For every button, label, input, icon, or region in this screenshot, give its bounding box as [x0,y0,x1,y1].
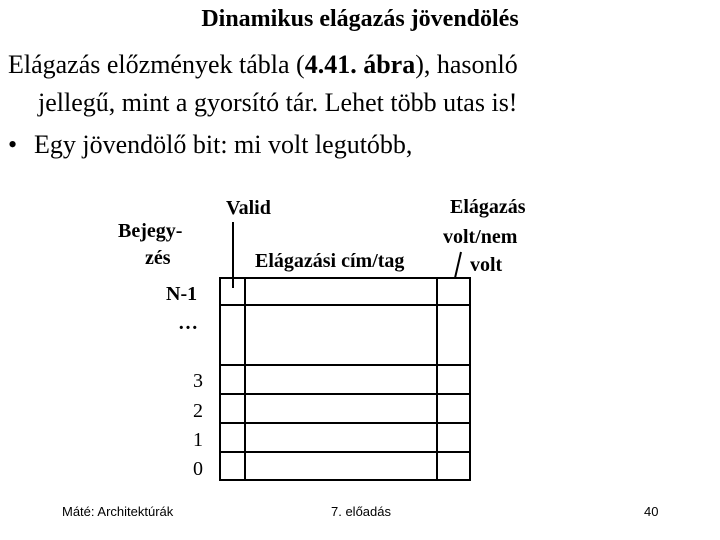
row-label-1: 1 [193,429,203,451]
entry-label-line1: Bejegy- [118,220,183,242]
page-number: 40 [644,504,659,519]
row-label-n-1: N-1 [166,283,198,305]
bit-pointer-arrow [455,252,461,278]
taken-label-line3: volt [470,254,503,276]
taken-label-line2: volt/nem [443,226,518,248]
footer-author: Máté: Architektúrák [62,504,174,519]
table-outline [220,278,470,480]
taken-label-line1: Elágazás [450,196,526,218]
address-tag-label: Elágazási cím/tag [255,250,405,272]
text-line-1-pre: Elágazás előzmények tábla ( [8,50,305,79]
entry-label-line2: zés [145,247,171,269]
bullet-text: Egy jövendölő bit: mi volt legutóbb, [34,130,413,159]
row-label-3: 3 [193,370,203,392]
valid-label: Valid [226,197,271,219]
slide-title: Dinamikus elágazás jövendölés [201,6,519,32]
row-label-ellipsis: … [178,312,198,334]
figure-reference: 4.41. ábra [304,50,416,79]
row-label-0: 0 [193,458,203,480]
row-label-2: 2 [193,400,203,422]
bullet-icon: • [8,130,18,159]
text-line-2: jellegű, mint a gyorsító tár. Lehet több utas is! [38,88,518,117]
footer-lecture: 7. előadás [331,504,391,519]
text-line-1-post: ), hasonló [415,50,518,79]
